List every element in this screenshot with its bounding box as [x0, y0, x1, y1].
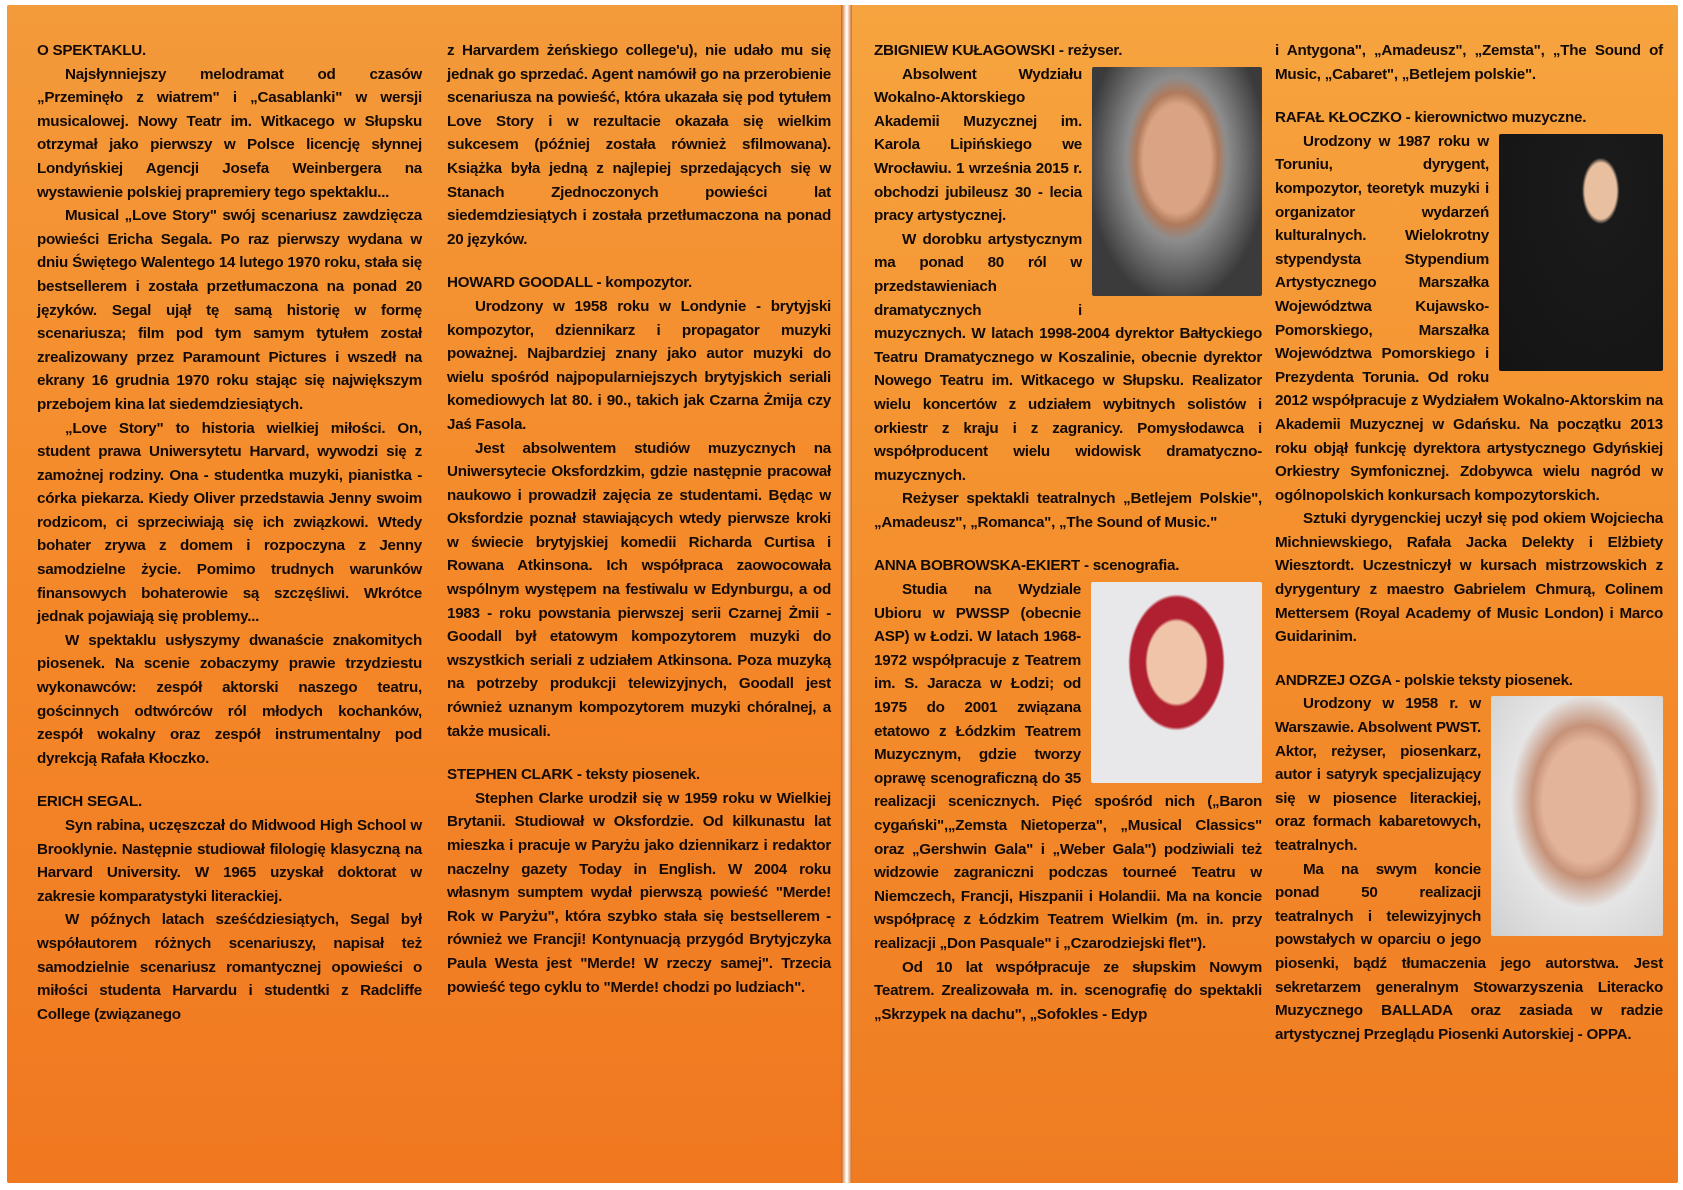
left-page [7, 5, 841, 1183]
heading-erich-segal: ERICH SEGAL. [37, 793, 143, 811]
portrait-photo-kulagowski [1092, 67, 1262, 296]
portrait-photo-kloczko [1499, 134, 1663, 371]
paragraph: Urodzony w 1987 roku w Toruniu, dyrygent, kompozytor, teoretyk muzyki i organizator wydarzeń kulturalnych. Wielokrotny stypendysta Stypendium Artystycznego Marszałka Województwa Kujawsko-Pomorskiego, Marszałka Województwa Pomorskiego i Prezydenta Torunia. Od roku 2012 współpracuje z Wydziałem Wokalno-Aktorskim na Akademii Muzycznej w Gdańsku. Na początku 2013 roku objął funkcję dyrektora artystycznego Gdyńskiej Orkiestry Symfonicznej. Zdobywca wielu nagród w ogólnopolskich konkursach kompozytorskich. [1275, 132, 1663, 504]
person-role: - polskie teksty piosenek. [1391, 671, 1573, 689]
right-page [852, 5, 1678, 1183]
person-name: ZBIGNIEW KUŁAGOWSKI [874, 42, 1055, 59]
paragraph: i Antygona", „Amadeusz", „Zemsta", „The Sound of Music, „Cabaret", „Betlejem polskie". [1275, 42, 1663, 83]
paragraph: Urodzony w 1958 r. w Warszawie. Absolwent PWST. Aktor, reżyser, piosenkarz, autor i satyryk specjalizujący się w piosence literackiej, oraz formach kabaretowych, teatralnych. [1275, 695, 1481, 854]
right-column-1 [874, 39, 1262, 1026]
heading-howard-goodall [447, 271, 831, 295]
left-column-1 [37, 39, 422, 1026]
paragraph: Reżyser spektakli teatralnych „Betlejem Polskie", „Amadeusz", „Romanca", „The Sound of Music." [874, 490, 1262, 531]
heading-andrzej-ozga [1275, 669, 1663, 693]
booklet-spine [841, 5, 852, 1183]
paragraph: Sztuki dyrygenckiej uczył się pod okiem Wojciecha Michniewskiego, Rafała Jacka Delekty i Elżbiety Wiesztordt. Uczestniczył w kursach mistrzowskich z dyrygentury z maestro Gabrielem Chmurą, Colinem Mettersem (Royal Academy of Music London) i Marco Guidarinim. [1275, 510, 1663, 646]
paragraph: Syn rabina, uczęszczał do Midwood High School w Brooklynie. Następnie studiował filologię klasyczną na Harvard University. W 1965 uzyskał doktorat w zakresie komparatystyki literackiej. [37, 817, 422, 905]
paragraph: Urodzony w 1958 roku w Londynie - brytyjski kompozytor, dziennikarz i propagator muzyki poważnej. Najbardziej znany jako autor muzyki do wielu spośród najpopularniejszych brytyjskich seriali komediowych lat 80. i 90., takich jak Czarna Żmija czy Jaś Fasola. [447, 297, 831, 433]
portrait-photo-bobrowska [1091, 582, 1262, 783]
paragraph: W dorobku artystycznym ma ponad 80 ról w przedstawieniach dramatycznych i muzycznych. W latach 1998-2004 dyrektor Bałtyckiego Teatru Dramatycznego w Koszalinie, obecnie dyrektor Nowego Teatru im. Witkacego w Słupsku. Realizator wielu koncertów z udziałem wybitnych solistów i orkiestr z kraju i z zagranicy. Pomysłodawca i współproducent wielu widowisk dramatyczno-muzycznych. [874, 230, 1262, 484]
right-column-2 [1275, 39, 1663, 1046]
paragraph: Od 10 lat współpracuje ze słupskim Nowym Teatrem. Zrealizowała m. in. scenografię do spektakli „Skrzypek na dachu", „Sofokles - Edyp [874, 958, 1262, 1023]
heading-o-spektaklu: O SPEKTAKLU. [37, 42, 146, 59]
paragraph: W późnych latach sześćdziesiątych, Segal był współautorem różnych scenariuszy, napisał też samodzielnie scenariusz romantycznej opowieści o miłości studenta Harvardu i studentki z Radcliffe College (związanego [37, 911, 422, 1023]
paragraph: z Harvardem żeńskiego college'u), nie udało mu się jednak go sprzedać. Agent namówił go na przerobienie scenariusza na powieść, która ukazała się pod tytułem Love Story i w rezultacie okazała się wielkim sukcesem (później została również sfilmowana). Książka była jedną z najlepiej sprzedających się w Stanach Zjednoczonych powieści lat siedemdziesiątych i została przetłumaczona na ponad 20 języków. [447, 42, 831, 248]
person-name: HOWARD GOODALL [447, 274, 593, 292]
paragraph: Studia na Wydziale Ubioru w PWSSP (obecnie ASP) w Łodzi. W latach 1968-1972 współpracuje z Teatrem im. S. Jaracza w Łodzi; od 1975 do 2001 związana etatowo z Łódzkim Teatrem Muzycznym, gdzie tworzy oprawę scenograficzną do 35 realizacji scenicznych. Pięć spośród nich („Baron cygański",„Zemsta Nietoperza", „Musical Classics" oraz „Gershwin Gala" i „Weber Gala") podziwiali też widzowie zagraniczni podczas tourneé Teatru w Niemczech, Francji, Hiszpanii i Holandii. Ma na koncie współpracę z Łódzkim Teatrem Wielkim (m. in. przy realizacji „Don Pasquale" i „Czarodziejski flet"). [874, 581, 1262, 952]
paragraph: Najsłynniejszy melodramat od czasów „Przeminęło z wiatrem" i „Casablanki" w wersji musicalowej. Nowy Teatr im. Witkacego w Słupsku otrzymał jako pierwszy w Polsce licencję słynnej Londyńskiej Agencji Josefa Weinbergera na wystawienie polskiej prapremiery tego spektaklu... [37, 65, 422, 201]
heading-rafal-kloczko [1275, 106, 1663, 130]
paragraph: „Love Story" to historia wielkiej miłości. On, student prawa Uniwersytetu Harvard, wywodzi się z zamożnej rodziny. Ona - studentka muzyki, pianistka - córka piekarza. Kiedy Oliver przedstawia Jenny swoim rodzicom, ci sprzeciwiają się ich związkowi. Wtedy bohater zrywa z domem i rozpoczyna z Jenny samodzielne życie. Pomimo trudnych warunków finansowych bohaterowie są szczęśliwi. Wkrótce jednak pojawiają się problemy... [37, 419, 422, 626]
person-role: - kompozytor. [592, 274, 693, 292]
left-column-2 [447, 39, 831, 999]
heading-anna-bobrowska-ekiert [874, 554, 1262, 578]
portrait-photo-ozga [1491, 696, 1663, 936]
paragraph: Musical „Love Story" swój scenariusz zawdzięcza powieści Ericha Segala. Po raz pierwszy wydana w dniu Świętego Walentego 14 lutego 1970 roku, stała się bestsellerem i została przetłumaczona na ponad 20 języków. Segal ujął tę samą historię w formę scenariusza; film pod tym samym tytułem został zrealizowany przez Paramount Pictures i wszedł na ekrany 16 grudnia 1970 roku stając się największym przebojem kina lat siedemdziesiątych. [37, 207, 422, 413]
paragraph: Absolwent Wydziału Wokalno-Aktorskiego Akademii Muzycznej im. Karola Lipińskiego we Wrocławiu. 1 września 2015 r. obchodzi jubileusz 30 - lecia pracy artystycznej. [874, 65, 1082, 225]
person-name: ANDRZEJ OZGA [1275, 671, 1392, 689]
heading-stephen-clark [447, 763, 831, 787]
paragraph: W spektaklu usłyszymy dwanaście znakomitych piosenek. Na scenie zobaczymy prawie trzydziestu wykonawców: zespół aktorski naszego teatru, gościnnych odtwórców ról młodych kochanków, zespół wokalny oraz zespół instrumentalny pod dyrekcją Rafała Kłoczko. [37, 631, 422, 767]
person-name: STEPHEN CLARK [447, 766, 573, 784]
person-role: - teksty piosenek. [572, 766, 700, 784]
person-role: - kierownictwo muzyczne. [1401, 109, 1587, 127]
person-name: ANNA BOBROWSKA-EKIERT [874, 557, 1080, 575]
paragraph: Jest absolwentem studiów muzycznych na Uniwersytecie Oksfordzkim, gdzie następnie pracował naukowo i prowadził zajęcia ze studentami. Będąc w Oksfordzie poznał stawiających wtedy pierwsze kroki w świecie brytyjskiej komedii Richarda Curtisa i Rowana Atkinsona. Ich współpraca zaowocowała wspólnym występem na festiwalu w Edynburgu, a od 1983 - roku powstania pierwszej serii Czarnej Żmii - Goodall był etatowym kompozytorem muzyki do wszystkich seriali z udziałem Atkinsona. Poza muzyką na potrzeby produkcji telewizyjnych, Goodall jest również uznanym kompozytorem muzyki chóralnej, a także musicali. [447, 439, 831, 740]
paragraph: Stephen Clarke urodził się w 1959 roku w Wielkiej Brytanii. Studiował w Oksfordzie. Od kilkunastu lat mieszka i pracuje w Paryżu jako dziennikarz i redaktor naczelny gazety Today in English. W 2004 roku własnym sumptem wydał pierwszą powieść "Merde! Rok w Paryżu", która szybko stała się bestsellerem - również we Francji! Kontynuacją przygód Brytyjczyka Paula Westa jest "Merde! W rzeczy samej". Trzecia powieść tego cyklu to "Merde! chodzi po ludziach". [447, 789, 831, 996]
person-name: RAFAŁ KŁOCZKO [1275, 109, 1402, 127]
heading-zbigniew-kulagowski [874, 39, 1262, 63]
person-role: - scenografia. [1079, 557, 1180, 575]
person-role: - reżyser. [1054, 42, 1123, 59]
paragraph: Ma na swym koncie ponad 50 realizacji teatralnych i telewizyjnych powstałych w oparciu o jego piosenki, bądź tłumaczenia jego autorstwa. Jest sekretarzem generalnym Stowarzyszenia Literacko Muzycznego BALLADA oraz zasiada w radzie artystycznej Przeglądu Piosenki Autorskiej - OPPA. [1275, 860, 1663, 1043]
